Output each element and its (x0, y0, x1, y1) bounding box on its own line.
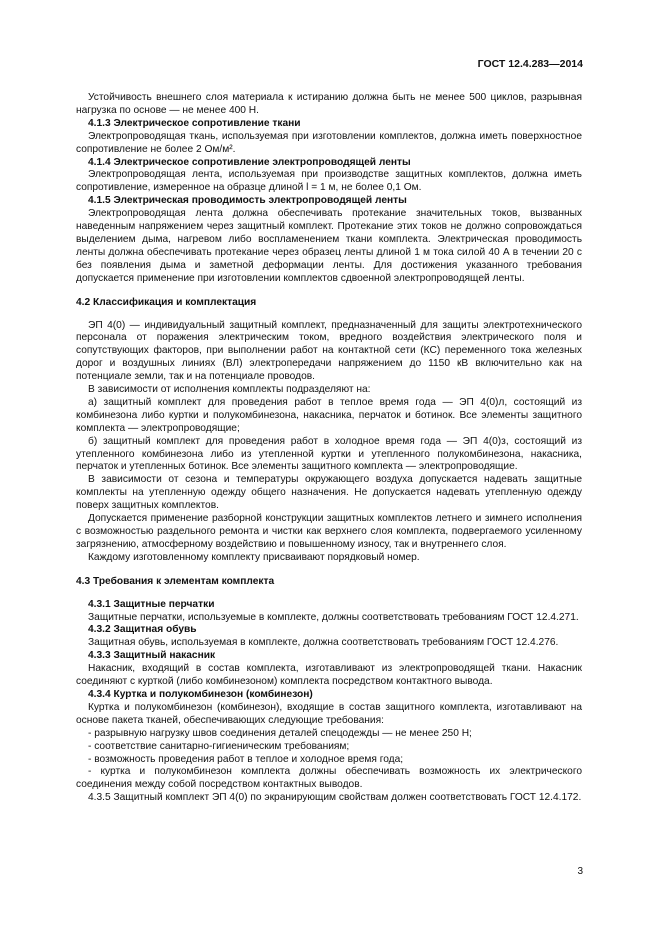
subsection-heading: 4.3.3 Защитный накасник (88, 650, 216, 662)
paragraph: - разрывную нагрузку швов соединения деталей спецодежды — не менее 250 Н; (88, 727, 472, 739)
paragraph: В зависимости от сезона и температуры окружающего воздуха допускается надевать защитные комплекты на утепленную одежду общего назначения. Не допускается надевать утепленную одежду поверх защитных комплектов. (76, 474, 582, 512)
subsection-heading: 4.1.3 Электрическое сопротивление ткани (88, 117, 301, 129)
paragraph: Каждому изготовленному комплекту присваивают порядковый номер. (88, 551, 420, 563)
paragraph: 4.3.5 Защитный комплект ЭП 4(0) по экранирующим свойствам должен соответствовать ГОСТ 12.4.172. (88, 792, 582, 804)
paragraph: Куртка и полукомбинезон (комбинезон), входящие в состав защитного комплекта, изготавливают на основе пакета тканей, обеспечивающих следующие требования: (76, 701, 582, 726)
paragraph: В зависимости от исполнения комплекты подразделяют на: (88, 384, 371, 396)
subsection-heading: 4.3.2 Защитная обувь (88, 624, 197, 636)
paragraph: Электропроводящая лента должна обеспечивать протекание значительных токов, вызванных наведенным напряжением через защитный комплект. Протекание этих токов не должно сопровождаться выделением дыма, нагревом либо воспламенением ткани комплекта. Электрическая проводимость ленты должна обеспечивать протекание через образец ленты длиной 1 м тока силой 40 А в течении 20 с без появления дыма и заметной деформации ленты. Для достижения указанного требования допускается применение при изготовлении комплектов сдвоенной электропроводящей ленты. (76, 208, 582, 284)
section-heading: 4.3 Требования к элементам комплекта (76, 575, 275, 587)
subsection-heading: 4.1.4 Электрическое сопротивление электропроводящей ленты (88, 156, 411, 168)
paragraph: ЭП 4(0) — индивидуальный защитный комплект, предназначенный для защиты электротехнического персонала от поражения электрическим током, вредного воздействия электрического поля и сопутствующих факторов, при выполнении работ на контактной сети (КС) переменного тока железных дорог и воздушных линиях (ВЛ) электропередачи напряжением до 1150 кВ включительно как на потенциале земли, так и на потенциале проводов. (76, 319, 582, 383)
document-header: ГОСТ 12.4.283—2014 (477, 58, 583, 70)
paragraph: Накасник, входящий в состав комплекта, изготавливают из электропроводящей ткани. Накасник соединяют с курткой (либо комбинезоном) комплекта посредством контактного вывода. (76, 663, 582, 688)
subsection-heading: 4.3.4 Куртка и полукомбинезон (комбинезон) (88, 688, 313, 700)
paragraph: - возможность проведения работ в теплое и холодное время года; (88, 753, 404, 765)
document-body (76, 92, 582, 805)
paragraph: Электропроводящая лента, используемая при производстве защитных комплектов, должна иметь сопротивление, измеренное на образце длиной l = 1 м, не более 0,1 Ом. (76, 169, 582, 194)
paragraph: а) защитный комплект для проведения работ в теплое время года — ЭП 4(0)л, состоящий из комбинезона либо куртки и полукомбинезона, накасника, перчаток и ботинок. Все элементы защитного комплекта — электропроводящие; (76, 396, 582, 434)
paragraph: Допускается применение разборной конструкции защитных комплектов летнего и зимнего исполнения с возможностью раздельного ремонта и чистки как верхнего слоя комплекта, подвергаемого усиленному загрязнению, атмосферному воздействию и повышенному износу, так и внутреннего слоя. (76, 513, 582, 550)
paragraph: Электропроводящая ткань, используемая при изготовлении комплектов, должна иметь поверхностное сопротивление не более 2 Ом/м². (76, 130, 582, 155)
section-heading: 4.2 Классификация и комплектация (76, 296, 257, 308)
paragraph: - куртка и полукомбинезон комплекта должны обеспечивать возможность их электрического соединения между собой посредством контактных выводов. (76, 766, 582, 791)
page-number: 3 (577, 866, 583, 877)
paragraph: Защитная обувь, используемая в комплекте, должна соответствовать требованиям ГОСТ 12.4.276. (88, 637, 559, 649)
paragraph: Устойчивость внешнего слоя материала к истиранию должна быть не менее 500 циклов, разрывная нагрузка по основе — не менее 400 Н. (76, 92, 582, 116)
subsection-heading: 4.3.1 Защитные перчатки (88, 598, 215, 610)
subsection-heading: 4.1.5 Электрическая проводимость электропроводящей ленты (88, 195, 407, 207)
paragraph: б) защитный комплект для проведения работ в холодное время года — ЭП 4(0)з, состоящий из утепленного комбинезона либо из утепленной куртки и утепленного полукомбинезона, накасника, перчаток и утепленных ботинок. Все элементы защитного комплекта — электропроводящие. (76, 435, 582, 473)
paragraph: Защитные перчатки, используемые в комплекте, должны соответствовать требованиям ГОСТ 12.4.271. (88, 611, 579, 623)
paragraph: - соответствие санитарно-гигиеническим требованиям; (88, 740, 350, 752)
